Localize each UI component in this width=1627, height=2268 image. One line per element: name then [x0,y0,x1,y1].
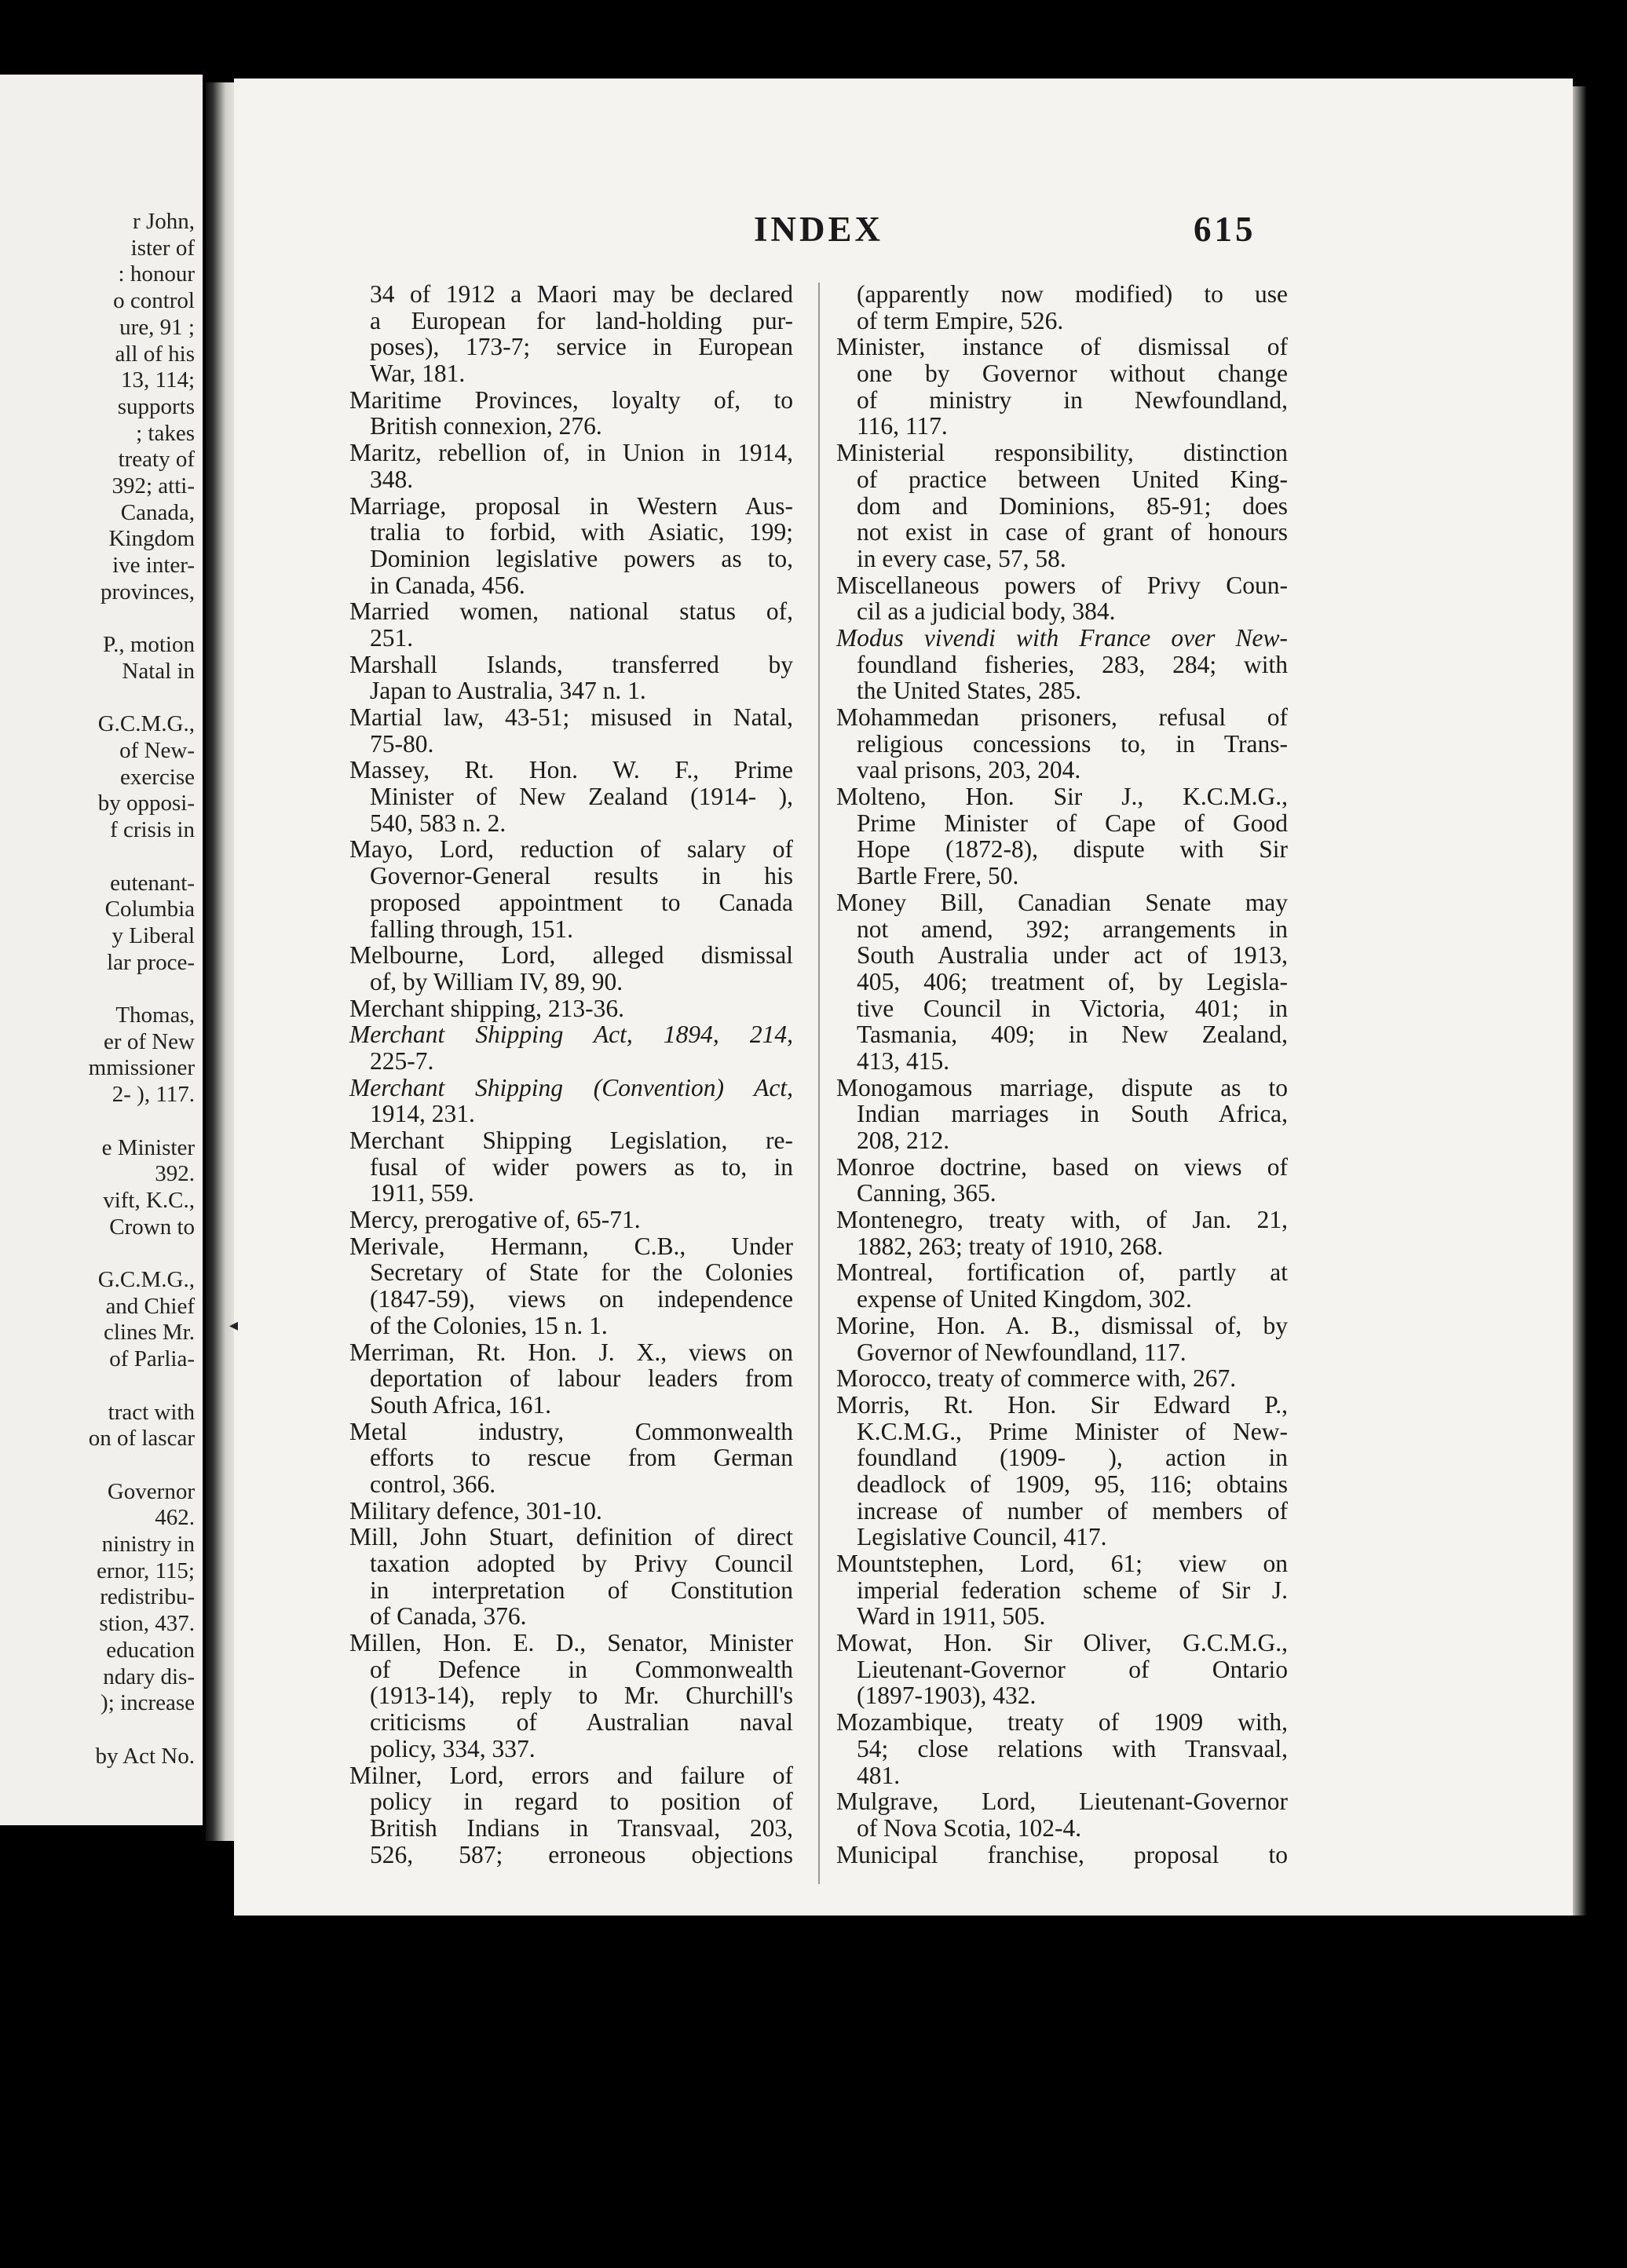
previous-page-line: Columbia [104,897,195,922]
index-entry-line: 348. [370,465,414,493]
index-entry-line: deadlock of 1909, 95, 116; obtains [857,1470,1288,1498]
index-entry-line: South Africa, 161. [370,1390,551,1419]
index-entry-line: Maritime Provinces, loyalty of, to [349,385,793,414]
index-entry-line: 251. [370,623,414,652]
index-entry-line: of Defence in Commonwealth [370,1655,793,1683]
previous-page-line: by Act No. [95,1743,195,1769]
index-entry-line: Merchant Shipping (Convention) Act, [349,1073,793,1101]
previous-page-line: ninistry in [101,1532,195,1557]
index-entry-line: Montenegro, treaty with, of Jan. 21, [836,1206,1288,1234]
index-entry-line: Mozambique, treaty of 1909 with, [836,1708,1288,1737]
previous-page-line: mmissioner [88,1055,195,1081]
previous-page-line: supports [117,393,195,419]
index-entry-line: 54; close relations with Transvaal, [857,1734,1288,1762]
index-entry-line: 540, 583 n. 2. [370,809,506,837]
index-entry-line: Indian marriages in South Africa, [857,1100,1288,1128]
previous-page-line: ; takes [136,420,195,446]
index-entry-line: (1897-1903), 432. [857,1682,1037,1710]
index-entry-line: Monogamous marriage, dispute as to [836,1073,1288,1101]
previous-page-line: f crisis in [110,817,195,843]
index-entry-line: Montreal, fortification of, partly at [836,1258,1288,1287]
index-entry-line: Metal industry, Commonwealth [349,1417,793,1445]
index-entry-line: British Indians in Transvaal, 203, [370,1813,793,1842]
previous-page-line: exercise [120,764,195,790]
previous-page-line: 13, 114; [121,367,195,393]
index-entry-line: Prime Minister of Cape of Good [857,809,1288,837]
index-entry-line: 1914, 231. [370,1100,475,1128]
index-entry-line: Milner, Lord, errors and failure of [349,1761,793,1789]
index-entry-line: dom and Dominions, 85-91; does [857,491,1288,520]
index-entry-line: Municipal franchise, proposal to [836,1840,1288,1868]
index-entry-line: imperial federation scheme of Sir J. [857,1576,1288,1604]
index-entry-line: 225-7. [370,1046,434,1075]
index-entry-line: Miscellaneous powers of Privy Coun- [836,571,1288,599]
previous-page-line: Thomas, [115,1003,195,1028]
previous-page-line: vift, K.C., [103,1187,195,1213]
index-entry-line: War, 181. [370,360,466,388]
index-entry-line: poses), 173-7; service in European [370,333,793,361]
previous-page-line: redistribu- [100,1584,195,1610]
previous-page-line: and Chief [105,1293,195,1319]
index-entry-line: Mill, John Stuart, definition of direct [349,1523,793,1551]
index-entry-line: Molteno, Hon. Sir J., K.C.M.G., [836,783,1288,811]
index-entry-line: British connexion, 276. [370,412,602,440]
index-entry-line: one by Governor without change [857,360,1288,388]
index-entry-line: Merchant Shipping Legislation, re- [349,1127,793,1154]
previous-page-line: Natal in [122,658,195,684]
index-entry-line: Legislative Council, 417. [857,1523,1107,1551]
previous-page-line: ndary dis- [103,1664,195,1689]
previous-page-line: y Liberal [112,922,195,948]
index-column-left [349,281,793,1868]
previous-page-line: ister of [130,235,195,261]
index-entry-line: (apparently now modified) to use [857,280,1288,308]
previous-page-line: o control [113,288,195,314]
index-entry-line: Mulgrave, Lord, Lieutenant-Governor [836,1788,1288,1816]
previous-page-line: of New- [119,738,195,763]
index-entry-line: deportation of labour leaders from [370,1364,793,1393]
previous-page-line: clines Mr. [104,1320,195,1346]
index-entry-line: of Nova Scotia, 102-4. [857,1813,1082,1842]
index-entry-line: the United States, 285. [857,677,1082,705]
index-entry-line: Japan to Australia, 347 n. 1. [370,677,646,705]
index-entry-line: of the Colonies, 15 n. 1. [370,1311,608,1339]
previous-page-line: 392. [155,1161,195,1187]
index-entry-line: Morocco, treaty of commerce with, 267. [836,1364,1237,1393]
book-gutter [206,82,234,1841]
previous-page-line: 462. [155,1505,195,1531]
index-entry-line: Hope (1872-8), dispute with Sir [857,835,1288,864]
index-entry-line: 75-80. [370,729,434,758]
index-column-right [836,281,1288,1868]
index-entry-line: 526, 587; erroneous objections [370,1840,793,1868]
index-entry-line: 34 of 1912 a Maori may be declared [370,280,793,308]
index-entry-line: 481. [857,1761,901,1789]
index-entry-line: religious concessions to, in Trans- [857,729,1288,758]
index-entry-line: Marshall Islands, transferred by [349,650,793,678]
index-entry-line: foundland (1909- ), action in [857,1444,1288,1472]
index-entry-line: Canning, 365. [857,1179,996,1207]
index-entry-line: Mohammedan prisoners, refusal of [836,703,1288,731]
index-entry-line: Governor-General results in his [370,862,793,890]
index-entry-line: Bartle Frere, 50. [857,862,1019,890]
index-entry-line: vaal prisons, 203, 204. [857,756,1081,784]
index-entry-line: of term Empire, 526. [857,306,1064,334]
index-entry-line: not amend, 392; arrangements in [857,915,1288,943]
previous-page-line: er of New [104,1028,195,1054]
index-entry-line: in Canada, 456. [370,571,525,599]
index-entry-line: Martial law, 43-51; misused in Natal, [349,703,793,731]
index-entry-line: Minister of New Zealand (1914- ), [370,783,793,811]
index-entry-line: K.C.M.G., Prime Minister of New- [857,1417,1288,1445]
running-head-title: INDEX [754,210,884,249]
index-entry-line: in every case, 57, 58. [857,544,1066,572]
index-entry-line: fusal of wider powers as to, in [370,1152,793,1181]
index-entry-line: expense of United Kingdom, 302. [857,1285,1192,1313]
index-entry-line: policy in regard to position of [370,1788,793,1816]
index-entry-line: 1911, 559. [370,1179,474,1207]
previous-page-line: Kingdom [108,526,195,552]
index-entry-line: Minister, instance of dismissal of [836,333,1288,361]
index-entry-line: Marriage, proposal in Western Aus- [349,491,793,520]
index-entry-line: Ward in 1911, 505. [857,1602,1046,1631]
index-entry-line: of Canada, 376. [370,1602,527,1631]
previous-page-line: 2- ), 117. [112,1082,195,1108]
index-entry-line: Melbourne, Lord, alleged dismissal [349,941,793,970]
index-entry-line: not exist in case of grant of honours [857,518,1288,546]
index-entry-line: Merivale, Hermann, C.B., Under [349,1232,793,1260]
index-entry-line: 208, 212. [857,1127,950,1154]
index-entry-line: Maritz, rebellion of, in Union in 1914, [349,439,793,467]
previous-page-line: G.C.M.G., [97,1267,195,1292]
index-entry-line: Merriman, Rt. Hon. J. X., views on [349,1338,793,1366]
index-entry-line: Secretary of State for the Colonies [370,1258,793,1287]
page-number: 615 [1194,210,1256,249]
index-entry-line: Merchant shipping, 213-36. [349,994,624,1022]
index-entry-line: proposed appointment to Canada [370,888,793,916]
previous-page-line: ure, 91 ; [119,314,195,340]
index-entry-line: Military defence, 301-10. [349,1496,602,1525]
previous-page-line: r John, [133,209,195,234]
previous-page-line: all of his [115,341,195,367]
index-entry-line: Modus vivendi with France over New- [836,623,1288,652]
previous-page-line: 392; atti- [112,473,195,499]
index-entry-line: in interpretation of Constitution [370,1576,793,1604]
index-entry-line: 116, 117. [857,412,948,440]
previous-page-line: eutenant- [110,870,195,896]
index-entry-line: control, 366. [370,1470,496,1498]
index-entry-line: Merchant Shipping Act, 1894, 214, [349,1021,793,1049]
index-entry-line: Tasmania, 409; in New Zealand, [857,1021,1288,1049]
previous-page-line: treaty of [118,447,195,473]
index-entry-line: 405, 406; treatment of, by Legisla- [857,967,1288,995]
index-entry-line: falling through, 151. [370,915,573,943]
previous-page-line: education [106,1637,195,1663]
previous-page-line: Canada, [120,499,195,525]
index-entry-line: Morine, Hon. A. B., dismissal of, by [836,1311,1288,1339]
index-entry-line: Ministerial responsibility, distinction [836,439,1288,467]
previous-page-line: Crown to [109,1214,195,1240]
previous-page-line: by opposi- [97,791,195,816]
index-entry-line: increase of number of members of [857,1496,1288,1525]
index-entry-line: of, by William IV, 89, 90. [370,967,623,995]
index-entry-line: Millen, Hon. E. D., Senator, Minister [349,1629,793,1657]
previous-page-line: P., motion [103,632,195,658]
index-entry-line: Money Bill, Canadian Senate may [836,888,1288,916]
index-entry-line: tralia to forbid, with Asiatic, 199; [370,518,793,546]
index-entry-line: efforts to rescue from German [370,1444,793,1472]
previous-page-line: Governor [107,1478,195,1504]
previous-page-fragment [0,75,203,1825]
margin-mark: ◂ [229,1315,239,1335]
index-entry-line: Governor of Newfoundland, 117. [857,1338,1186,1366]
column-rule [818,283,820,1884]
index-entry-line: Dominion legislative powers as to, [370,544,793,572]
index-entry-line: (1847-59), views on independence [370,1285,793,1313]
index-entry-line: a European for land-holding pur- [370,306,793,334]
index-entry-line: criticisms of Australian naval [370,1708,793,1737]
previous-page-line: ernor, 115; [96,1558,195,1583]
index-entry-line: tive Council in Victoria, 401; in [857,994,1288,1022]
previous-page-line: provinces, [101,579,195,604]
previous-page-line: tract with [108,1399,195,1425]
index-entry-line: Morris, Rt. Hon. Sir Edward P., [836,1390,1288,1419]
index-entry-line: Massey, Rt. Hon. W. F., Prime [349,756,793,784]
previous-page-line: G.C.M.G., [97,711,195,737]
index-entry-line: cil as a judicial body, 384. [857,597,1116,626]
index-entry-line: 1882, 263; treaty of 1910, 268. [857,1232,1164,1260]
index-entry-line: South Australia under act of 1913, [857,941,1288,970]
index-entry-line: Married women, national status of, [349,597,793,626]
index-entry-line: policy, 334, 337. [370,1734,536,1762]
index-entry-line: Mercy, prerogative of, 65-71. [349,1206,641,1234]
index-entry-line: of practice between United King- [857,465,1288,493]
previous-page-line: lar proce- [107,949,195,975]
previous-page-line: e Minister [101,1134,195,1160]
previous-page-line: stion, 437. [99,1611,195,1637]
index-entry-line: taxation adopted by Privy Council [370,1550,793,1577]
index-entry-line: of ministry in Newfoundland, [857,385,1288,414]
index-entry-line: (1913-14), reply to Mr. Churchill's [370,1682,793,1710]
previous-page-line: ive inter- [112,553,195,579]
page-edge-shadow [1573,86,1587,1916]
index-entry-line: Mayo, Lord, reduction of salary of [349,835,793,864]
previous-page-line: ); increase [101,1690,195,1716]
previous-page-line: on of lascar [88,1426,195,1452]
index-entry-line: Mowat, Hon. Sir Oliver, G.C.M.G., [836,1629,1288,1657]
index-entry-line: Monroe doctrine, based on views of [836,1152,1288,1181]
index-entry-line: Mountstephen, Lord, 61; view on [836,1550,1288,1577]
index-entry-line: Lieutenant-Governor of Ontario [857,1655,1288,1683]
previous-page-line: : honour [118,261,195,287]
previous-page-line: of Parlia- [109,1346,195,1372]
index-entry-line: foundland fisheries, 283, 284; with [857,650,1288,678]
index-entry-line: 413, 415. [857,1046,950,1075]
